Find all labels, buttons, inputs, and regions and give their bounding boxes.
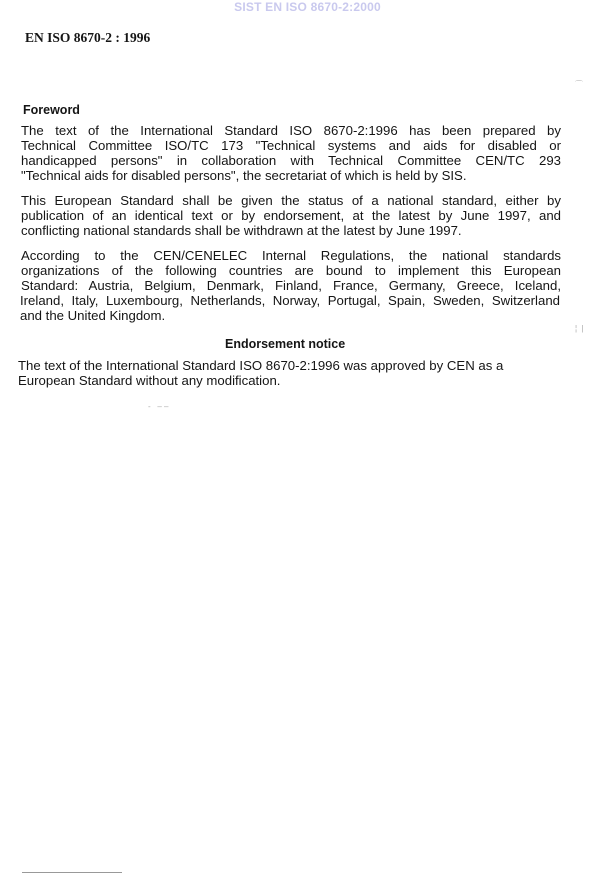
text-line: Ireland, Italy, Luxembourg, Netherlands, Norway, Portugal, Spain, Sweden, Switzerland: [20, 293, 560, 308]
text-line: organizations of the following countries are bound to implement this European: [21, 263, 561, 278]
text-line: The text of the International Standard ISO 8670-2:1996 was approved by CEN as a: [18, 358, 504, 373]
endorsement-heading: Endorsement notice: [225, 337, 346, 351]
text-line: publication of an identical text or by endorsement, at the latest by June 1997, and: [21, 208, 561, 223]
text-line: According to the CEN/CENELEC Internal Regulations, the national standards: [21, 248, 561, 263]
text-line: European Standard without any modification.: [18, 373, 281, 388]
text-line: Standard: Austria, Belgium, Denmark, Finland, France, Germany, Greece, Iceland,: [21, 278, 561, 293]
scan-artifact: ⌒: [575, 80, 583, 89]
scan-artifact: - – –: [148, 402, 169, 411]
text-line: "Technical aids for disabled persons", the secretariat of which is held by SIS.: [21, 168, 467, 183]
text-line: The text of the International Standard ISO 8670-2:1996 has been prepared by: [21, 123, 561, 138]
watermark: SIST EN ISO 8670-2:2000: [234, 0, 381, 14]
document-id: EN ISO 8670-2 : 1996: [25, 30, 151, 45]
scan-artifact: ¦ |: [575, 324, 584, 333]
text-line: This European Standard shall be given the status of a national standard, either by: [21, 193, 561, 208]
footer-rule: [22, 872, 122, 873]
text-line: and the United Kingdom.: [20, 308, 166, 323]
text-line: Technical Committee ISO/TC 173 "Technical systems and aids for disabled or: [21, 138, 561, 153]
text-line: handicapped persons" in collaboration with Technical Committee CEN/TC 293: [21, 153, 561, 168]
foreword-heading: Foreword: [23, 103, 80, 117]
text-line: conflicting national standards shall be withdrawn at the latest by June 1997.: [21, 223, 462, 238]
